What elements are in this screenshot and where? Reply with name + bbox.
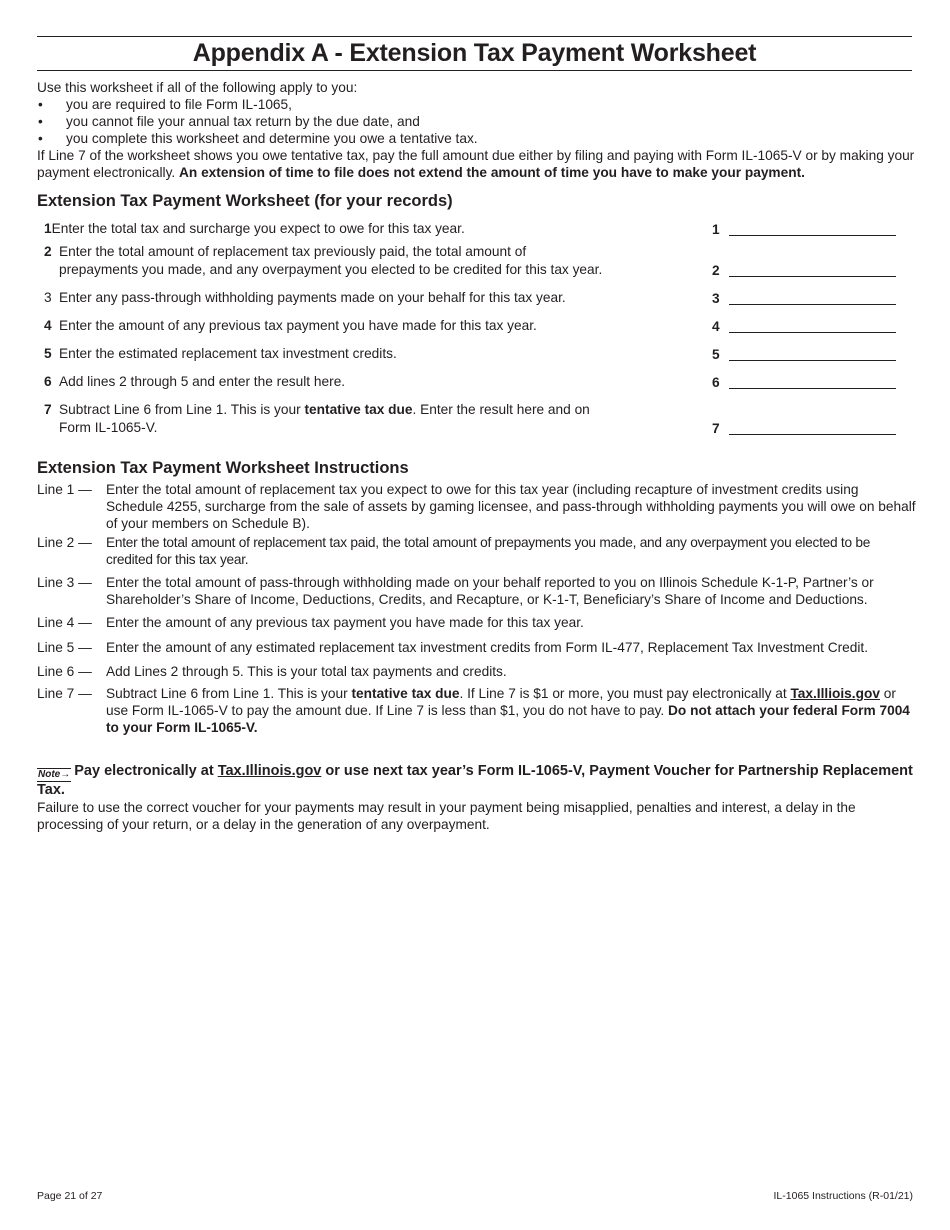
answer-line xyxy=(729,332,896,333)
note-body: Failure to use the correct voucher for your payments may result in your payment being misapplied, penalties and interest, a delay in the processing of your return, or a delay in the generation of any overpayment. xyxy=(37,800,856,832)
instruction-text: Enter the total amount of replacement tax you expect to owe for this tax year (including recapture of investment credits using Schedule 4255, surcharge from the sale of assets by gaming licensee, and pass-through withholding payments you will owe on behalf of your members on Schedule B). xyxy=(106,482,916,531)
worksheet-line-3 xyxy=(44,289,566,307)
intro-bullet xyxy=(37,113,917,130)
title-bottom-rule xyxy=(37,70,912,71)
bullet-dot: • xyxy=(38,131,43,146)
bullet-text: you are required to file Form IL-1065, xyxy=(66,97,292,112)
answer-box-2[interactable] xyxy=(712,263,720,279)
answer-box-1[interactable] xyxy=(712,222,720,238)
answer-box-4[interactable] xyxy=(712,319,720,335)
page-title: Appendix A - Extension Tax Payment Worksheet xyxy=(192,39,757,67)
note-heading-text: Pay electronically at xyxy=(74,763,218,779)
bullet-text: you complete this worksheet and determine you owe a tentative tax. xyxy=(66,131,478,146)
line-number: 5 xyxy=(44,346,52,361)
worksheet-heading: Extension Tax Payment Worksheet (for your records) xyxy=(37,192,453,210)
instruction-line-3 xyxy=(37,574,917,608)
line-text-part: Subtract Line 6 from Line 1. This is your xyxy=(59,402,305,417)
line-text: Enter the total tax and surcharge you expect to owe for this tax year. xyxy=(51,221,465,236)
line-number: 3 xyxy=(44,290,52,305)
instruction-line-5 xyxy=(37,639,917,656)
intro-section xyxy=(37,79,917,181)
arrow-right-icon: → xyxy=(60,769,71,780)
worksheet-line-7 xyxy=(44,401,590,437)
instruction-label: Line 2 — xyxy=(37,535,92,550)
instruction-line-6 xyxy=(37,663,917,680)
bullet-dot: • xyxy=(38,97,43,112)
intro-paragraph xyxy=(37,147,917,181)
tax-illinois-link[interactable]: Tax.Illinois.gov xyxy=(217,763,322,779)
instruction-label: Line 7 — xyxy=(37,686,92,701)
answer-line xyxy=(729,276,896,277)
instruction-text: Enter the total amount of pass-through withholding made on your behalf reported to you on Illinois Schedule K-1-P, Partner’s or Shareholder’s Share of Income, Deductions, Credits, and Recapture, or K-1-T, Beneficiary’s Share of Income and Deductions. xyxy=(106,575,874,607)
instruction-text: Enter the amount of any previous tax payment you have made for this tax year. xyxy=(106,615,584,630)
answer-box-number: 2 xyxy=(712,263,720,278)
instruction-text: Enter the total amount of replacement tax paid, the total amount of prepayments you made, and any overpayment you elected to be credited for this tax year. xyxy=(106,535,871,567)
instruction-label: Line 1 — xyxy=(37,482,92,497)
instruction-label: Line 5 — xyxy=(37,640,92,655)
note-icon xyxy=(37,768,71,782)
footer-form-id: IL-1065 Instructions (R-01/21) xyxy=(773,1190,913,1202)
line-number: 7 xyxy=(44,402,52,417)
line-text: Add lines 2 through 5 and enter the result here. xyxy=(59,374,346,389)
line-number: 2 xyxy=(44,244,52,259)
line-text xyxy=(59,401,590,419)
instruction-text-bold: tentative tax due xyxy=(351,686,460,701)
bullet-dot: • xyxy=(38,114,43,129)
answer-box-number: 7 xyxy=(712,421,720,436)
intro-paragraph-text: If Line 7 of the worksheet shows you owe tentative tax, pay the full amount due either by filing and paying with Form IL-1065-V or by making your payment electronically. xyxy=(37,148,915,180)
answer-line xyxy=(729,388,896,389)
note-heading-text: or use next tax year’s Form IL-1065-V, Payment Voucher for Partnership Replacement Tax. xyxy=(37,763,913,798)
answer-line xyxy=(729,304,896,305)
line-text-bold: tentative tax due xyxy=(304,402,413,417)
answer-box-5[interactable] xyxy=(712,347,720,363)
worksheet-line-4 xyxy=(44,317,537,335)
note-section xyxy=(37,763,917,833)
answer-box-7[interactable] xyxy=(712,421,720,437)
line-text: Enter the amount of any previous tax payment you have made for this tax year. xyxy=(59,318,537,333)
answer-box-number: 5 xyxy=(712,347,720,362)
title-top-rule xyxy=(37,36,912,37)
answer-line xyxy=(729,360,896,361)
line-text: Enter any pass-through withholding payments made on your behalf for this tax year. xyxy=(59,290,566,305)
instruction-text: Add Lines 2 through 5. This is your total tax payments and credits. xyxy=(106,664,507,679)
instruction-text-part: or use Form IL-1065-V to pay the amount due. If Line 7 is less than $1, you do not have to pay. xyxy=(106,686,896,718)
instruction-text-part: Subtract Line 6 from Line 1. This is your xyxy=(106,686,352,701)
worksheet-line-6 xyxy=(44,373,345,391)
instruction-text: Enter the amount of any estimated replacement tax investment credits from Form IL-477, Replacement Tax Investment Credit. xyxy=(106,640,869,655)
instruction-line-2 xyxy=(37,534,917,568)
line-number: 4 xyxy=(44,318,52,333)
answer-box-6[interactable] xyxy=(712,375,720,391)
tax-website-link[interactable]: Tax.Illiois.gov xyxy=(790,686,880,701)
instruction-label: Line 4 — xyxy=(37,615,92,630)
worksheet-line-2 xyxy=(44,243,602,279)
intro-paragraph-bold: An extension of time to file does not extend the amount of time you have to make your payment. xyxy=(179,165,805,180)
answer-line xyxy=(729,434,896,435)
instruction-label: Line 6 — xyxy=(37,664,92,679)
answer-box-number: 4 xyxy=(712,319,720,334)
line-text: Enter the estimated replacement tax investment credits. xyxy=(59,346,397,361)
instruction-label: Line 3 — xyxy=(37,575,92,590)
instruction-line-4 xyxy=(37,614,917,631)
bullet-text: you cannot file your annual tax return by the due date, and xyxy=(66,114,420,129)
answer-box-number: 1 xyxy=(712,222,720,237)
footer-page-number: Page 21 of 27 xyxy=(37,1190,103,1202)
answer-box-number: 3 xyxy=(712,291,720,306)
line-number: 6 xyxy=(44,374,52,389)
instruction-text-bold: Do not attach your federal Form 7004 to your Form IL-1065-V. xyxy=(106,703,910,735)
answer-line xyxy=(729,235,896,236)
worksheet-line-1 xyxy=(44,220,465,238)
instruction-text xyxy=(106,685,917,736)
line-number: 1 xyxy=(44,221,52,236)
intro-lead: Use this worksheet if all of the following apply to you: xyxy=(37,80,358,95)
note-icon-label: Note xyxy=(38,769,61,780)
instruction-line-1 xyxy=(37,481,917,532)
answer-box-number: 6 xyxy=(712,375,720,390)
line-text-part: . Enter the result here and on xyxy=(412,402,590,417)
worksheet-line-5 xyxy=(44,345,397,363)
answer-box-3[interactable] xyxy=(712,291,720,307)
note-heading xyxy=(37,763,917,798)
intro-bullet xyxy=(37,130,917,147)
intro-bullet xyxy=(37,96,917,113)
instructions-heading: Extension Tax Payment Worksheet Instructions xyxy=(37,459,409,477)
line-text: Enter the total amount of replacement tax previously paid, the total amount of xyxy=(59,244,527,259)
instruction-line-7 xyxy=(37,685,917,736)
instruction-text-part: . If Line 7 is $1 or more, you must pay electronically at xyxy=(459,686,791,701)
line-text-continued: prepayments you made, and any overpayment you elected to be credited for this tax year. xyxy=(59,262,603,277)
line-text-continued: Form IL-1065-V. xyxy=(59,420,158,435)
